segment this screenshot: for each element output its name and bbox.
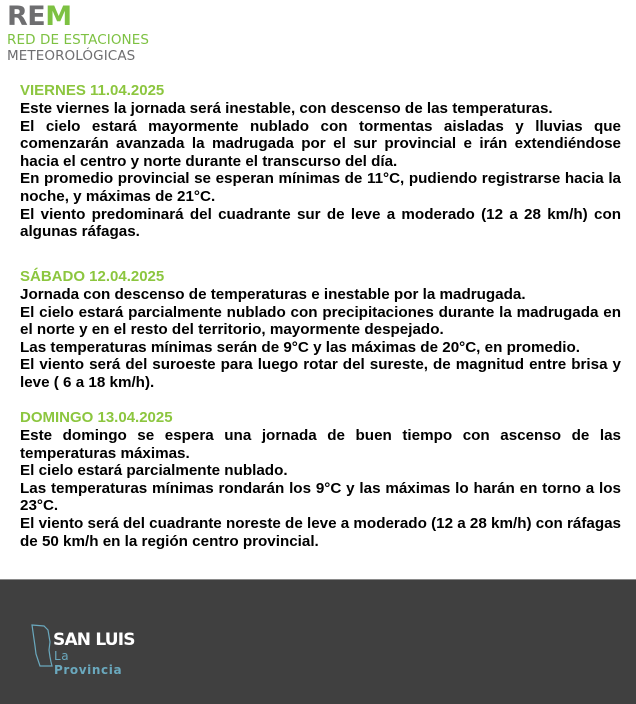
footer (0, 579, 636, 704)
brand-subtitle (54, 649, 140, 677)
forecast-paragraph: Este domingo se espera una jornada de buen tiempo con ascenso de las temperaturas máximas. (20, 427, 621, 462)
forecast-paragraph: En promedio provincial se esperan mínimas de 11°C, pudiendo registrarse hacia la noche, y máximas de 21°C. (20, 170, 621, 205)
forecast-paragraph: El viento será del cuadrante noreste de leve a moderado (12 a 28 km/h) con ráfagas de 50 km/h en la región centro provincial. (20, 514, 621, 550)
rem-logo-line2: METEOROLÓGICAS (7, 48, 136, 64)
forecast-paragraph: El viento predominará del cuadrante sur de leve a moderado (12 a 28 km/h) con algunas ráfagas. (20, 205, 621, 241)
rem-logo-re: RE (7, 1, 46, 32)
rem-logo-line1: RED DE ESTACIONES (7, 32, 150, 48)
forecast-paragraph: El viento será del suroeste para luego rotar del sureste, de magnitud entre brisa y leve ( 6 a 18 km/h). (20, 356, 621, 391)
forecast-paragraph: El cielo estará parcialmente nublado. (20, 462, 288, 480)
forecast-paragraph: Las temperaturas mínimas serán de 9°C y las máximas de 20°C, en promedio. (20, 338, 580, 356)
day-title: SÁBADO 12.04.2025 (20, 268, 165, 285)
forecast-paragraph: El cielo estará parcialmente nublado con precipitaciones durante la madrugada en el norte y en el resto del territorio, mayormente despejado. (20, 303, 621, 339)
rem-logo-m: M (45, 1, 72, 32)
forecast-day-sunday (20, 409, 621, 550)
brand-subtitle-main: Provincia (54, 663, 123, 677)
san-luis-logo (30, 624, 140, 677)
forecast-day-saturday (20, 268, 621, 392)
rem-logo (7, 2, 149, 64)
forecast-day-friday (20, 82, 621, 241)
forecast-paragraph: Este viernes la jornada será inestable, con descenso de las temperaturas. (20, 100, 553, 117)
day-title: VIERNES 11.04.2025 (20, 82, 165, 99)
day-title: DOMINGO 13.04.2025 (20, 409, 173, 426)
brand-name: SAN LUIS (53, 630, 135, 650)
forecast-paragraph: Las temperaturas mínimas rondarán los 9°C y las máximas lo harán en torno a los 23°C. (20, 479, 621, 515)
forecast-paragraph: El cielo estará mayormente nublado con tormentas aisladas y lluvias que comenzarán avanzada la madrugada por el sur provincial e irán extendiéndose hacia el centro y norte durante el transcurso del día. (20, 117, 621, 170)
brand-subtitle-prefix: La (54, 649, 70, 663)
rem-logo-wordmark (7, 2, 149, 32)
forecast-paragraph: Jornada con descenso de temperaturas e inestable por la madrugada. (20, 286, 526, 303)
